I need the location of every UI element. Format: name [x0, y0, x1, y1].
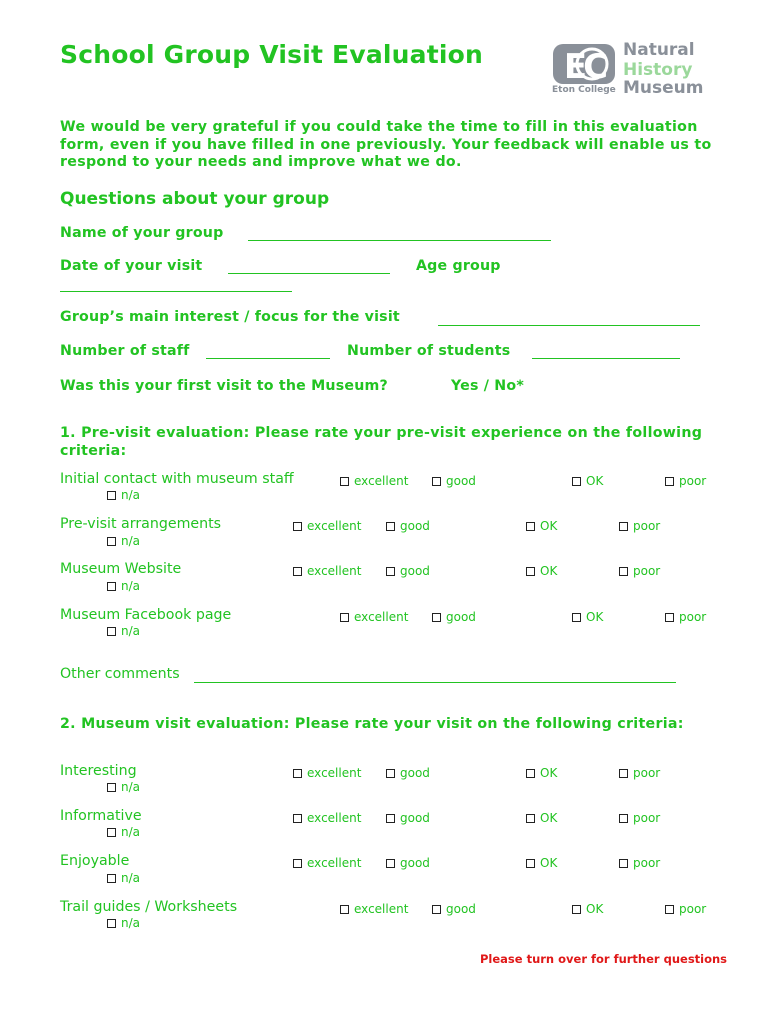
logo-line-natural: Natural: [623, 40, 695, 60]
option-poor[interactable]: poor: [619, 564, 660, 578]
option-excellent[interactable]: excellent: [293, 811, 361, 825]
museum-visit-heading: 2. Museum visit evaluation: Please rate your visit on the following criteria:: [60, 716, 684, 732]
checkbox-icon: [386, 859, 395, 868]
group-name-field[interactable]: [248, 240, 551, 241]
student-count-label: Number of students: [347, 343, 511, 359]
criteria-interesting: Interesting: [60, 763, 137, 779]
checkbox-icon: [293, 859, 302, 868]
option-na[interactable]: n/a: [107, 780, 140, 794]
other-comments-field[interactable]: [194, 682, 676, 683]
checkbox-icon: [340, 613, 349, 622]
first-visit-label: Was this your first visit to the Museum?: [60, 378, 388, 394]
criteria-pre-visit-arrangements: Pre-visit arrangements: [60, 516, 222, 532]
option-na[interactable]: n/a: [107, 579, 140, 593]
option-excellent[interactable]: excellent: [340, 610, 408, 624]
checkbox-icon: [386, 567, 395, 576]
logo-line-museum: Museum: [623, 78, 704, 98]
option-good[interactable]: good: [386, 856, 430, 870]
checkbox-icon: [619, 814, 628, 823]
option-good[interactable]: good: [386, 766, 430, 780]
intro-paragraph: We would be very grateful if you could take the time to fill in this evaluation form, even if you have filled in one previously. Your feedback will enable us to respond to your needs and improve what we do.: [60, 119, 712, 170]
option-poor[interactable]: poor: [665, 902, 706, 916]
checkbox-icon: [340, 477, 349, 486]
checkbox-icon: [340, 905, 349, 914]
option-poor[interactable]: poor: [619, 856, 660, 870]
checkbox-icon: [432, 905, 441, 914]
option-ok[interactable]: OK: [526, 811, 557, 825]
option-poor[interactable]: poor: [619, 766, 660, 780]
option-excellent[interactable]: excellent: [340, 902, 408, 916]
checkbox-icon: [107, 491, 116, 500]
option-excellent[interactable]: excellent: [340, 474, 408, 488]
option-ok[interactable]: OK: [572, 902, 603, 916]
option-na[interactable]: n/a: [107, 488, 140, 502]
option-poor[interactable]: poor: [619, 811, 660, 825]
logo-line-history: History: [623, 60, 693, 80]
checkbox-icon: [107, 627, 116, 636]
group-section-heading: Questions about your group: [60, 189, 330, 209]
checkbox-icon: [432, 613, 441, 622]
pre-visit-heading: 1. Pre-visit evaluation: Please rate your pre-visit experience on the following criteria:: [60, 425, 703, 459]
checkbox-icon: [107, 919, 116, 928]
criteria-museum-facebook: Museum Facebook page: [60, 607, 232, 623]
museum-logo: [550, 40, 710, 98]
checkbox-icon: [619, 769, 628, 778]
checkbox-icon: [572, 905, 581, 914]
criteria-museum-website: Museum Website: [60, 561, 182, 577]
option-excellent[interactable]: excellent: [293, 519, 361, 533]
criteria-trail-guides: Trail guides / Worksheets: [60, 899, 238, 915]
checkbox-icon: [107, 783, 116, 792]
checkbox-icon: [293, 522, 302, 531]
group-name-label: Name of your group: [60, 225, 224, 241]
option-excellent[interactable]: excellent: [293, 564, 361, 578]
option-poor[interactable]: poor: [665, 474, 706, 488]
svg-text:EC: EC: [563, 47, 605, 87]
checkbox-icon: [293, 567, 302, 576]
checkbox-icon: [526, 814, 535, 823]
first-visit-options[interactable]: Yes / No*: [451, 378, 524, 394]
checkbox-icon: [386, 522, 395, 531]
option-good[interactable]: good: [386, 519, 430, 533]
option-na[interactable]: n/a: [107, 624, 140, 638]
option-ok[interactable]: OK: [572, 474, 603, 488]
checkbox-icon: [526, 859, 535, 868]
visit-date-label: Date of your visit: [60, 258, 203, 274]
checkbox-icon: [526, 522, 535, 531]
criteria-informative: Informative: [60, 808, 142, 824]
checkbox-icon: [386, 769, 395, 778]
option-excellent[interactable]: excellent: [293, 766, 361, 780]
staff-count-label: Number of staff: [60, 343, 190, 359]
checkbox-icon: [572, 477, 581, 486]
option-na[interactable]: n/a: [107, 871, 140, 885]
option-poor[interactable]: poor: [619, 519, 660, 533]
option-excellent[interactable]: excellent: [293, 856, 361, 870]
age-group-field[interactable]: [60, 291, 292, 292]
option-ok[interactable]: OK: [526, 766, 557, 780]
student-count-field[interactable]: [532, 358, 680, 359]
visit-date-field[interactable]: [228, 273, 390, 274]
option-good[interactable]: good: [432, 902, 476, 916]
option-ok[interactable]: OK: [526, 564, 557, 578]
option-ok[interactable]: OK: [572, 610, 603, 624]
checkbox-icon: [293, 769, 302, 778]
criteria-enjoyable: Enjoyable: [60, 853, 130, 869]
other-comments-label: Other comments: [60, 666, 180, 682]
criteria-initial-contact: Initial contact with museum staff: [60, 471, 294, 487]
logo-college: Eton College: [552, 85, 616, 95]
checkbox-icon: [526, 567, 535, 576]
checkbox-icon: [526, 769, 535, 778]
checkbox-icon: [107, 582, 116, 591]
option-good[interactable]: good: [386, 564, 430, 578]
page-title: School Group Visit Evaluation: [60, 40, 484, 69]
checkbox-icon: [293, 814, 302, 823]
main-interest-label: Group’s main interest / focus for the visit: [60, 309, 400, 325]
staff-count-field[interactable]: [206, 358, 330, 359]
checkbox-icon: [107, 537, 116, 546]
checkbox-icon: [619, 522, 628, 531]
option-na[interactable]: n/a: [107, 825, 140, 839]
option-good[interactable]: good: [432, 474, 476, 488]
option-ok[interactable]: OK: [526, 519, 557, 533]
checkbox-icon: [107, 828, 116, 837]
checkbox-icon: [665, 613, 674, 622]
checkbox-icon: [107, 874, 116, 883]
age-group-label: Age group: [416, 258, 501, 274]
checkbox-icon: [386, 814, 395, 823]
option-ok[interactable]: OK: [526, 856, 557, 870]
checkbox-icon: [572, 613, 581, 622]
turn-over-note: Please turn over for further questions: [480, 952, 728, 966]
checkbox-icon: [432, 477, 441, 486]
option-na[interactable]: n/a: [107, 916, 140, 930]
checkbox-icon: [619, 567, 628, 576]
checkbox-icon: [619, 859, 628, 868]
main-interest-field[interactable]: [438, 325, 700, 326]
option-poor[interactable]: poor: [665, 610, 706, 624]
option-na[interactable]: n/a: [107, 534, 140, 548]
checkbox-icon: [665, 905, 674, 914]
checkbox-icon: [665, 477, 674, 486]
option-good[interactable]: good: [386, 811, 430, 825]
option-good[interactable]: good: [432, 610, 476, 624]
